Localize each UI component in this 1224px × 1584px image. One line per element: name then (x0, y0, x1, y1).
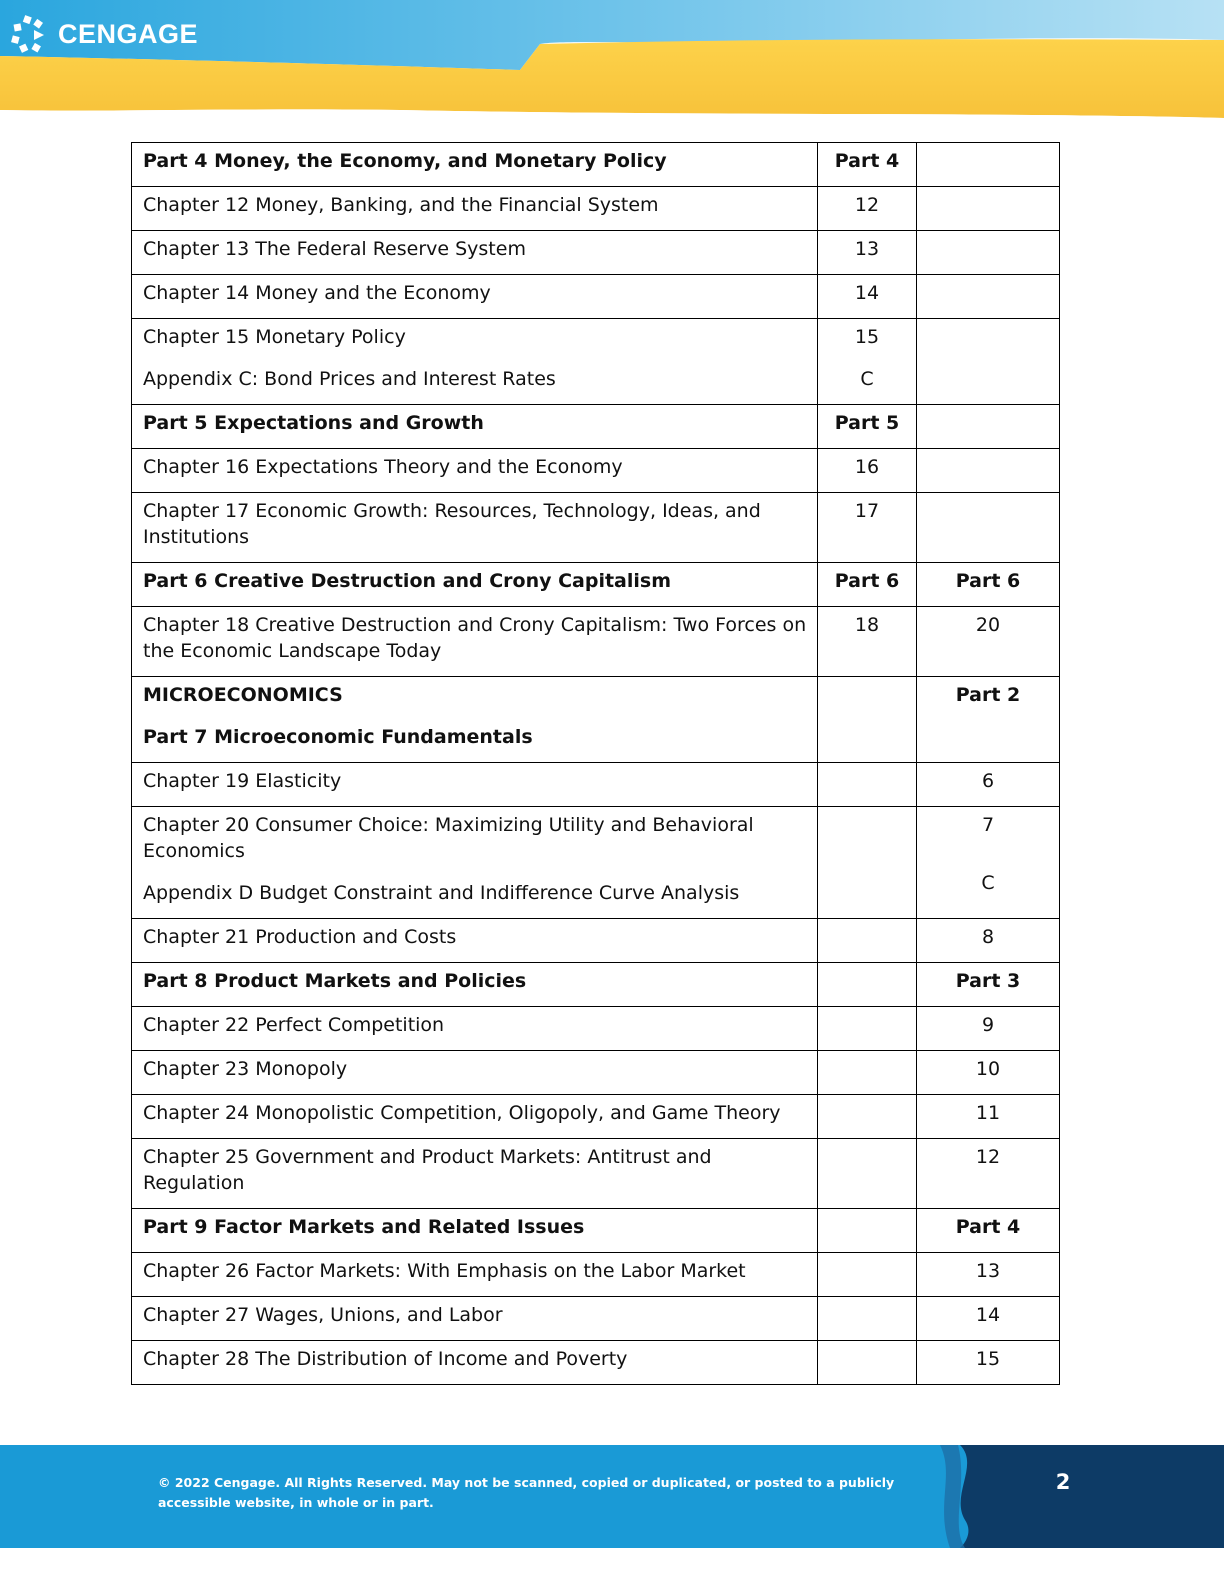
chapter-row (132, 275, 1060, 319)
title-cell (132, 1007, 818, 1051)
col3-value: 13 (975, 1260, 1001, 1282)
row-title: Chapter 17 Economic Growth: Resources, Technology, Ideas, and Institutions (143, 500, 761, 548)
page-number: 2 (1055, 1470, 1071, 1494)
title-cell (132, 405, 818, 449)
col2-value: 16 (854, 456, 880, 478)
col3-value: 6 (981, 770, 995, 792)
col3-cell (917, 563, 1060, 607)
col2-value: Part 6 (834, 570, 900, 592)
col2-value: 13 (854, 238, 880, 260)
col3-cell (917, 763, 1060, 807)
title-cell (132, 319, 818, 405)
col2-cell (818, 1051, 917, 1095)
col2-cell (818, 275, 917, 319)
col3-cell (917, 1297, 1060, 1341)
chapter-row (132, 493, 1060, 563)
row-title: Chapter 21 Production and Costs (143, 926, 457, 948)
col2-value-secondary: C (860, 368, 874, 390)
col2-value: 12 (854, 194, 880, 216)
title-cell (132, 807, 818, 919)
col2-value: 17 (854, 500, 880, 522)
col3-cell (917, 919, 1060, 963)
title-cell (132, 275, 818, 319)
col2-cell (818, 1209, 917, 1253)
row-title: Chapter 15 Monetary Policy (143, 326, 406, 348)
chapter-row (132, 1051, 1060, 1095)
part-row (132, 677, 1060, 763)
col2-value: Part 4 (834, 150, 900, 172)
col3-cell (917, 319, 1060, 405)
title-cell (132, 449, 818, 493)
col2-cell (818, 1139, 917, 1209)
chapter-row (132, 1341, 1060, 1385)
chapter-row (132, 763, 1060, 807)
title-cell (132, 763, 818, 807)
title-cell (132, 143, 818, 187)
chapter-row (132, 1007, 1060, 1051)
part-row (132, 143, 1060, 187)
chapter-row (132, 319, 1060, 405)
col3-cell (917, 1253, 1060, 1297)
title-cell (132, 677, 818, 763)
row-subtitle: Part 7 Microeconomic Fundamentals (143, 726, 533, 748)
col3-cell (917, 1209, 1060, 1253)
row-title: MICROECONOMICS (143, 684, 343, 706)
chapter-row (132, 607, 1060, 677)
col3-value: Part 2 (955, 684, 1021, 706)
col3-value: 14 (975, 1304, 1001, 1326)
chapter-row (132, 1253, 1060, 1297)
col3-cell (917, 493, 1060, 563)
col3-cell (917, 807, 1060, 919)
col3-cell (917, 187, 1060, 231)
row-title: Chapter 18 Creative Destruction and Crony Capitalism: Two Forces on the Economic Landscape Today (143, 614, 807, 662)
row-title: Chapter 20 Consumer Choice: Maximizing Utility and Behavioral Economics (143, 814, 754, 862)
chapter-row (132, 187, 1060, 231)
col2-cell (818, 319, 917, 405)
col3-cell (917, 275, 1060, 319)
col3-cell (917, 1139, 1060, 1209)
row-title: Chapter 16 Expectations Theory and the Economy (143, 456, 623, 478)
col3-cell (917, 677, 1060, 763)
col3-cell (917, 1007, 1060, 1051)
row-title: Chapter 12 Money, Banking, and the Financial System (143, 194, 659, 216)
part-row (132, 1209, 1060, 1253)
row-title: Part 9 Factor Markets and Related Issues (143, 1216, 585, 1238)
brand-name: CENGAGE (58, 18, 199, 49)
col3-cell (917, 231, 1060, 275)
col3-cell (917, 963, 1060, 1007)
col3-cell (917, 449, 1060, 493)
col3-value: Part 6 (955, 570, 1021, 592)
col3-cell (917, 1341, 1060, 1385)
row-title: Part 4 Money, the Economy, and Monetary Policy (143, 150, 667, 172)
row-title: Chapter 14 Money and the Economy (143, 282, 491, 304)
copyright-notice: © 2022 Cengage. All Rights Reserved. May not be scanned, copied or duplicated, or posted to a publicly accessible website, in whole or in part. (158, 1475, 895, 1510)
title-cell (132, 1051, 818, 1095)
chapter-row (132, 1297, 1060, 1341)
col3-value: Part 4 (955, 1216, 1021, 1238)
chapter-row (132, 919, 1060, 963)
row-title: Part 6 Creative Destruction and Crony Capitalism (143, 570, 672, 592)
col2-cell (818, 405, 917, 449)
col3-value: 8 (981, 926, 995, 948)
chapter-row (132, 807, 1060, 919)
title-cell (132, 607, 818, 677)
col3-cell (917, 1051, 1060, 1095)
col2-cell (818, 1007, 917, 1051)
part-row (132, 963, 1060, 1007)
title-cell (132, 1139, 818, 1209)
col2-value: Part 5 (834, 412, 900, 434)
col2-cell (818, 493, 917, 563)
title-cell (132, 1297, 818, 1341)
row-title: Chapter 13 The Federal Reserve System (143, 238, 526, 260)
row-title: Part 8 Product Markets and Policies (143, 970, 527, 992)
chapter-row (132, 449, 1060, 493)
col2-cell (818, 607, 917, 677)
col2-cell (818, 963, 917, 1007)
row-title: Chapter 19 Elasticity (143, 770, 342, 792)
title-cell (132, 231, 818, 275)
title-cell (132, 1341, 818, 1385)
row-title: Chapter 27 Wages, Unions, and Labor (143, 1304, 503, 1326)
col2-value: 18 (854, 614, 880, 636)
row-title: Chapter 23 Monopoly (143, 1058, 348, 1080)
row-title: Chapter 26 Factor Markets: With Emphasis on the Labor Market (143, 1260, 746, 1282)
row-title: Chapter 28 The Distribution of Income and Poverty (143, 1348, 628, 1370)
row-subtitle: Appendix C: Bond Prices and Interest Rates (143, 368, 556, 390)
col3-value: 7 (981, 814, 995, 836)
col2-value: 15 (854, 326, 880, 348)
col2-cell (818, 1341, 917, 1385)
col3-value-secondary: C (981, 872, 995, 894)
cengage-logo-icon (10, 14, 50, 54)
col3-value: 9 (981, 1014, 995, 1036)
part-row (132, 405, 1060, 449)
col3-value: 20 (975, 614, 1001, 636)
col3-value: 11 (975, 1102, 1001, 1124)
col2-cell (818, 231, 917, 275)
chapter-row (132, 1139, 1060, 1209)
title-cell (132, 963, 818, 1007)
col2-cell (818, 143, 917, 187)
col3-cell (917, 405, 1060, 449)
row-title: Chapter 22 Perfect Competition (143, 1014, 445, 1036)
row-title: Chapter 25 Government and Product Markets: Antitrust and Regulation (143, 1146, 712, 1194)
col2-cell (818, 1253, 917, 1297)
title-cell (132, 493, 818, 563)
cengage-logo (10, 12, 198, 56)
col2-cell (818, 919, 917, 963)
col2-cell (818, 563, 917, 607)
chapter-row (132, 1095, 1060, 1139)
row-title: Chapter 24 Monopolistic Competition, Oligopoly, and Game Theory (143, 1102, 781, 1124)
row-title: Part 5 Expectations and Growth (143, 412, 484, 434)
chapter-row (132, 231, 1060, 275)
col2-cell (818, 1297, 917, 1341)
title-cell (132, 563, 818, 607)
col3-value: 15 (975, 1348, 1001, 1370)
part-row (132, 563, 1060, 607)
header-banner (0, 0, 1224, 125)
col2-cell (818, 187, 917, 231)
col2-cell (818, 449, 917, 493)
title-cell (132, 1095, 818, 1139)
title-cell (132, 919, 818, 963)
col3-value: 10 (975, 1058, 1001, 1080)
col3-cell (917, 143, 1060, 187)
row-subtitle: Appendix D Budget Constraint and Indifference Curve Analysis (143, 882, 740, 904)
col2-cell (818, 763, 917, 807)
col3-value: 12 (975, 1146, 1001, 1168)
title-cell (132, 1209, 818, 1253)
col2-cell (818, 677, 917, 763)
col2-value: 14 (854, 282, 880, 304)
col2-cell (818, 807, 917, 919)
correlation-table (131, 142, 1060, 1385)
col3-value: Part 3 (955, 970, 1021, 992)
title-cell (132, 1253, 818, 1297)
col3-cell (917, 1095, 1060, 1139)
col3-cell (917, 607, 1060, 677)
col2-cell (818, 1095, 917, 1139)
title-cell (132, 187, 818, 231)
